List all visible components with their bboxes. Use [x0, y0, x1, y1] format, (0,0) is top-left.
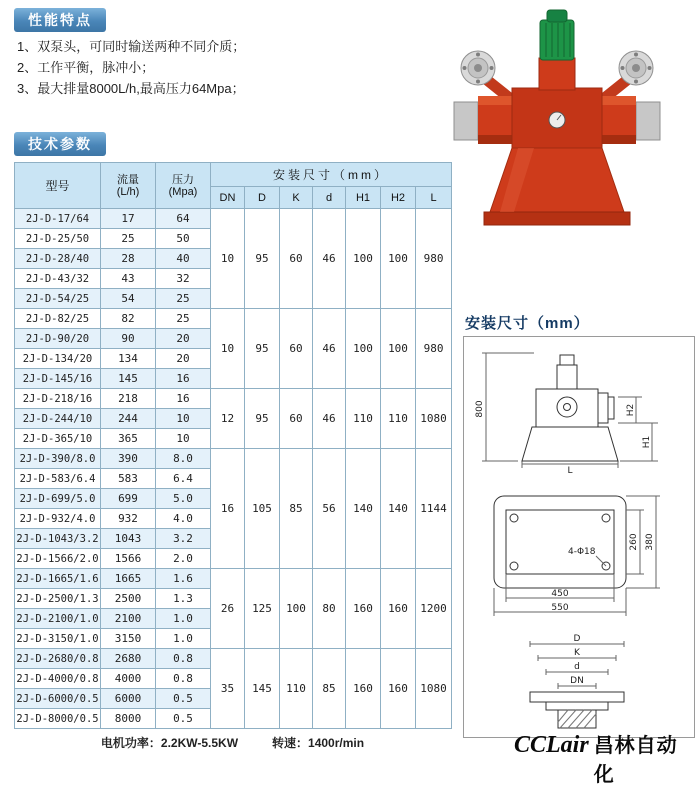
install-dim-cell: 95	[245, 209, 280, 309]
dim-label-DN: DN	[570, 675, 584, 686]
pressure-cell: 0.5	[156, 689, 211, 709]
spec-table-row	[15, 209, 452, 229]
pressure-cell: 20	[156, 329, 211, 349]
logo-text-en: CCLair	[514, 732, 589, 758]
pressure-cell: 1.0	[156, 629, 211, 649]
model-cell: 2J-D-2500/1.3	[15, 589, 101, 609]
install-dim-cell: 160	[381, 649, 416, 729]
col-flow-label: 流量	[117, 173, 139, 186]
pressure-cell: 3.2	[156, 529, 211, 549]
dim-label-450: 450	[551, 589, 569, 599]
install-dim-cell: 1080	[416, 389, 452, 449]
model-cell: 2J-D-2680/0.8	[15, 649, 101, 669]
dim-label-D: D	[573, 633, 581, 644]
dim-label-h1: H1	[642, 435, 652, 448]
spec-table-row	[15, 449, 452, 469]
col-pressure-unit: (Mpa)	[168, 185, 198, 198]
install-dim-cell: 125	[245, 569, 280, 649]
right-pump-head	[636, 102, 660, 140]
pressure-cell: 64	[156, 209, 211, 229]
flow-cell: 1566	[101, 549, 156, 569]
col-header-h1: H1	[346, 187, 381, 209]
model-cell: 2J-D-932/4.0	[15, 509, 101, 529]
spec-table-row	[15, 389, 452, 409]
model-cell: 2J-D-390/8.0	[15, 449, 101, 469]
pressure-cell: 16	[156, 369, 211, 389]
features-heading: 性能特点	[14, 8, 106, 32]
install-dim-cell: 160	[346, 569, 381, 649]
model-cell: 2J-D-1043/3.2	[15, 529, 101, 549]
flow-cell: 699	[101, 489, 156, 509]
install-dim-cell: 80	[313, 569, 346, 649]
install-dim-cell: 100	[346, 209, 381, 309]
install-dim-cell: 100	[381, 309, 416, 389]
install-dim-cell: 46	[313, 209, 346, 309]
dim-label-d: d	[574, 661, 580, 672]
install-dim-cell: 110	[381, 389, 416, 449]
install-dim-cell: 26	[211, 569, 245, 649]
install-dim-cell: 980	[416, 309, 452, 389]
col-header-d-outer: D	[245, 187, 280, 209]
model-cell: 2J-D-54/25	[15, 289, 101, 309]
install-dim-cell: 10	[211, 309, 245, 389]
install-dim-cell: 100	[280, 569, 313, 649]
flow-cell: 6000	[101, 689, 156, 709]
install-drawing-panel	[463, 336, 695, 738]
model-cell: 2J-D-8000/0.5	[15, 709, 101, 729]
install-dim-cell: 95	[245, 389, 280, 449]
flow-cell: 8000	[101, 709, 156, 729]
model-cell: 2J-D-244/10	[15, 409, 101, 429]
model-cell: 2J-D-82/25	[15, 309, 101, 329]
flow-cell: 82	[101, 309, 156, 329]
flow-cell: 145	[101, 369, 156, 389]
right-flange-disc	[619, 51, 653, 85]
install-dim-cell: 60	[280, 309, 313, 389]
flow-cell: 90	[101, 329, 156, 349]
flow-cell: 2500	[101, 589, 156, 609]
flow-cell: 134	[101, 349, 156, 369]
model-cell: 2J-D-25/50	[15, 229, 101, 249]
left-pump-head	[454, 102, 478, 140]
flow-cell: 218	[101, 389, 156, 409]
pressure-cell: 1.3	[156, 589, 211, 609]
flange-view-drawing	[472, 632, 686, 732]
model-cell: 2J-D-218/16	[15, 389, 101, 409]
col-header-k: K	[280, 187, 313, 209]
table-footer	[14, 734, 451, 751]
install-dims-heading: 安装尺寸（mm）	[465, 315, 590, 332]
dim-label-380: 380	[645, 533, 655, 551]
flow-cell: 3150	[101, 629, 156, 649]
flow-cell: 244	[101, 409, 156, 429]
install-dim-cell: 46	[313, 389, 346, 449]
install-dim-cell: 1200	[416, 569, 452, 649]
dim-label-l: L	[567, 465, 573, 475]
flow-cell: 54	[101, 289, 156, 309]
install-dim-cell: 110	[346, 389, 381, 449]
motor-power-text: 电机功率：2.2KW-5.5KW	[100, 736, 239, 750]
flow-cell: 932	[101, 509, 156, 529]
col-header-d-inner: d	[313, 187, 346, 209]
pressure-cell: 2.0	[156, 549, 211, 569]
feature-item: 3、最大排量8000L/h,最高压力64Mpa；	[17, 81, 245, 96]
install-dim-cell: 35	[211, 649, 245, 729]
col-header-l: L	[416, 187, 452, 209]
pressure-cell: 4.0	[156, 509, 211, 529]
pressure-cell: 32	[156, 269, 211, 289]
model-cell: 2J-D-28/40	[15, 249, 101, 269]
pressure-cell: 16	[156, 389, 211, 409]
model-cell: 2J-D-90/20	[15, 329, 101, 349]
model-cell: 2J-D-1566/2.0	[15, 549, 101, 569]
pressure-cell: 5.0	[156, 489, 211, 509]
motor	[540, 10, 574, 60]
flow-cell: 365	[101, 429, 156, 449]
model-cell: 2J-D-583/6.4	[15, 469, 101, 489]
side-view-drawing	[472, 343, 686, 475]
install-dim-cell: 1144	[416, 449, 452, 569]
dim-label-260: 260	[629, 533, 639, 551]
flow-cell: 2680	[101, 649, 156, 669]
install-dim-cell: 140	[346, 449, 381, 569]
spec-table-row	[15, 649, 452, 669]
install-dim-cell: 110	[280, 649, 313, 729]
pressure-cell: 0.8	[156, 669, 211, 689]
dim-label-bolt-note: 4-Φ18	[568, 547, 596, 557]
model-cell: 2J-D-4000/0.8	[15, 669, 101, 689]
install-dim-cell: 980	[416, 209, 452, 309]
model-cell: 2J-D-1665/1.6	[15, 569, 101, 589]
pressure-cell: 0.5	[156, 709, 211, 729]
pressure-cell: 6.4	[156, 469, 211, 489]
model-cell: 2J-D-145/16	[15, 369, 101, 389]
col-header-install: 安装尺寸（mm）	[211, 163, 452, 187]
install-dim-cell: 60	[280, 209, 313, 309]
pump-product-photo	[452, 6, 662, 241]
brand-logo	[514, 729, 694, 787]
col-header-pressure	[156, 163, 211, 209]
speed-text: 转速：1400r/min	[272, 736, 365, 750]
install-dim-cell: 105	[245, 449, 280, 569]
features-list	[17, 36, 245, 99]
top-view-drawing	[472, 480, 686, 626]
dim-label-800: 800	[475, 399, 485, 418]
install-dim-cell: 56	[313, 449, 346, 569]
pressure-cell: 10	[156, 409, 211, 429]
install-dim-cell: 46	[313, 309, 346, 389]
pressure-cell: 0.8	[156, 649, 211, 669]
model-cell: 2J-D-365/10	[15, 429, 101, 449]
col-pressure-label: 压力	[172, 173, 194, 186]
install-dim-cell: 1080	[416, 649, 452, 729]
spec-table	[14, 162, 452, 729]
pressure-cell: 1.0	[156, 609, 211, 629]
pressure-cell: 1.6	[156, 569, 211, 589]
left-flange-disc	[461, 51, 495, 85]
install-dim-cell: 160	[381, 569, 416, 649]
flow-cell: 25	[101, 229, 156, 249]
pressure-cell: 40	[156, 249, 211, 269]
flow-cell: 2100	[101, 609, 156, 629]
flow-cell: 4000	[101, 669, 156, 689]
feature-item: 2、工作平衡，脉冲小；	[17, 60, 155, 75]
dim-label-K: K	[574, 647, 580, 658]
spec-table-row	[15, 569, 452, 589]
spec-table-row	[15, 309, 452, 329]
install-dim-cell: 16	[211, 449, 245, 569]
install-dim-cell: 60	[280, 389, 313, 449]
model-cell: 2J-D-134/20	[15, 349, 101, 369]
install-dim-cell: 95	[245, 309, 280, 389]
pressure-cell: 50	[156, 229, 211, 249]
col-header-dn: DN	[211, 187, 245, 209]
pressure-cell: 20	[156, 349, 211, 369]
flow-cell: 28	[101, 249, 156, 269]
pressure-cell: 25	[156, 309, 211, 329]
model-cell: 2J-D-43/32	[15, 269, 101, 289]
install-dim-cell: 12	[211, 389, 245, 449]
flow-cell: 583	[101, 469, 156, 489]
flow-cell: 1043	[101, 529, 156, 549]
model-cell: 2J-D-2100/1.0	[15, 609, 101, 629]
flow-cell: 43	[101, 269, 156, 289]
install-dim-cell: 85	[313, 649, 346, 729]
install-dim-cell: 160	[346, 649, 381, 729]
pressure-cell: 10	[156, 429, 211, 449]
pressure-cell: 8.0	[156, 449, 211, 469]
install-dim-cell: 145	[245, 649, 280, 729]
install-dim-cell: 100	[346, 309, 381, 389]
model-cell: 2J-D-3150/1.0	[15, 629, 101, 649]
install-dim-cell: 140	[381, 449, 416, 569]
dim-label-550: 550	[551, 603, 569, 613]
model-cell: 2J-D-6000/0.5	[15, 689, 101, 709]
pressure-cell: 25	[156, 289, 211, 309]
install-dim-cell: 100	[381, 209, 416, 309]
model-cell: 2J-D-699/5.0	[15, 489, 101, 509]
logo-text-cn: 昌林自动化	[593, 735, 678, 786]
pedestal	[484, 148, 630, 225]
flow-cell: 1665	[101, 569, 156, 589]
col-header-h2: H2	[381, 187, 416, 209]
spec-table-body	[15, 209, 452, 729]
col-header-flow	[101, 163, 156, 209]
col-flow-unit: (L/h)	[116, 185, 140, 198]
dim-label-h2: H2	[626, 403, 636, 416]
col-header-model: 型号	[15, 163, 101, 209]
install-dim-cell: 85	[280, 449, 313, 569]
specs-heading: 技术参数	[14, 132, 106, 156]
flow-cell: 390	[101, 449, 156, 469]
model-cell: 2J-D-17/64	[15, 209, 101, 229]
install-dim-cell: 10	[211, 209, 245, 309]
feature-item: 1、双泵头，可同时输送两种不同介质；	[17, 39, 246, 54]
flow-cell: 17	[101, 209, 156, 229]
